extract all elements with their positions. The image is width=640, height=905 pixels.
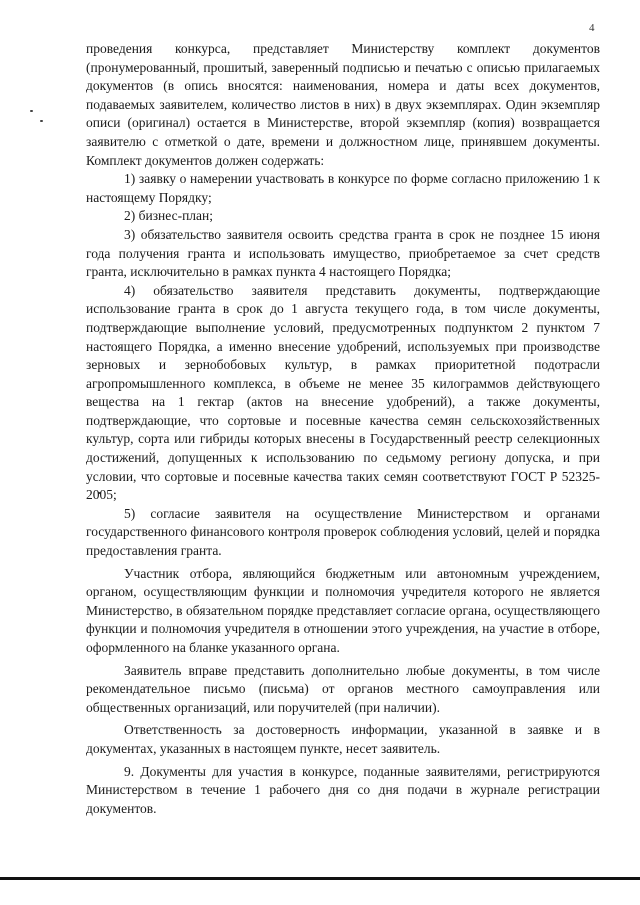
bottom-rule [0,877,640,880]
list-item-5: 5) согласие заявителя на осуществление Министерством и органами государственного финансового контроля проверок соблюдения условий, целей и порядка предоставления гранта. [86,505,600,559]
document-body [86,40,600,818]
paragraph-responsibility: Ответственность за достоверность информации, указанной в заявке и в документах, указанных в настоящем пункте, несет заявитель. [86,722,600,756]
scan-speck [40,120,43,122]
list-item-4: 4) обязательство заявителя представить документы, подтверждающие использование гранта в срок до 1 августа текущего года, в том числе документы, подтверждающие выполнение условий, предусмотренных подпунктом 2 пунктом 7 настоящего Порядка, а именно внесение удобрений, используемых при производстве зерновых и зернобобовых культур, в рамках приоритетной подотрасли агропромышленного комплекса, в объеме не менее 35 килограммов действующего вещества на 1 гектар (актов на внесение удобрений), а также документы, подтверждающие, что сортовые и посевные качества семян сельскохозяйственных культур, сорта или гибриды которых внесены в Государственный реестр селекционных достижений, допущенных к использованию по седьмому региону допуска, и при условии, что сортовые и посевные качества таких семян соответствуют ГОСТ Р 52325-2005; [86,282,600,503]
list-item-2: 2) бизнес-план; [124,208,214,224]
paragraph-participant: Участник отбора, являющийся бюджетным или автономным учреждением, органом, осуществляющим функции и полномочия учредителя которого не является Министерство, в обязательном порядке представляет согласие органа, осуществляющего функции и полномочия учредителя в отношении этого учреждения, на участие в отборе, оформленного на бланке указанного органа. [86,565,600,655]
page-number: 4 [589,22,595,34]
paragraph-additional-docs: Заявитель вправе представить дополнительно любые документы, в том числе рекомендательное письмо (письма) от органов местного самоуправления или общественных организаций, или поручителей (при наличии). [86,662,600,715]
scan-speck [30,110,33,112]
paragraph-item-9: 9. Документы для участия в конкурсе, поданные заявителями, регистрируются Министерством в течение 1 рабочего дня со дня подачи в журнале регистрации документов. [86,763,600,816]
list-item-1: 1) заявку о намерении участвовать в конкурсе по форме согласно приложению 1 к настоящему Порядку; [86,171,600,205]
list-item-3: 3) обязательство заявителя освоить средства гранта в срок не позднее 15 июня года получения гранта и использовать имущество, приобретаемое за счет средств гранта, исключительно в рамках пункта 4 настоящего Порядка; [86,226,600,280]
paragraph-continuation: проведения конкурса, представляет Министерству комплект документов (пронумерованный, прошитый, заверенный подписью и печатью с описью прилагаемых документов (в опись вносятся: наименования, номера и даты всех документов, подаваемых заявителем, количество листов в них) в двух экземплярах. Один экземпляр описи (оригинал) остается в Министерстве, второй экземпляр (копия) возвращается заявителю с отметкой о дате, времени и должностном лице, принявшем документы. Комплект документов должен содержать: [86,41,600,168]
